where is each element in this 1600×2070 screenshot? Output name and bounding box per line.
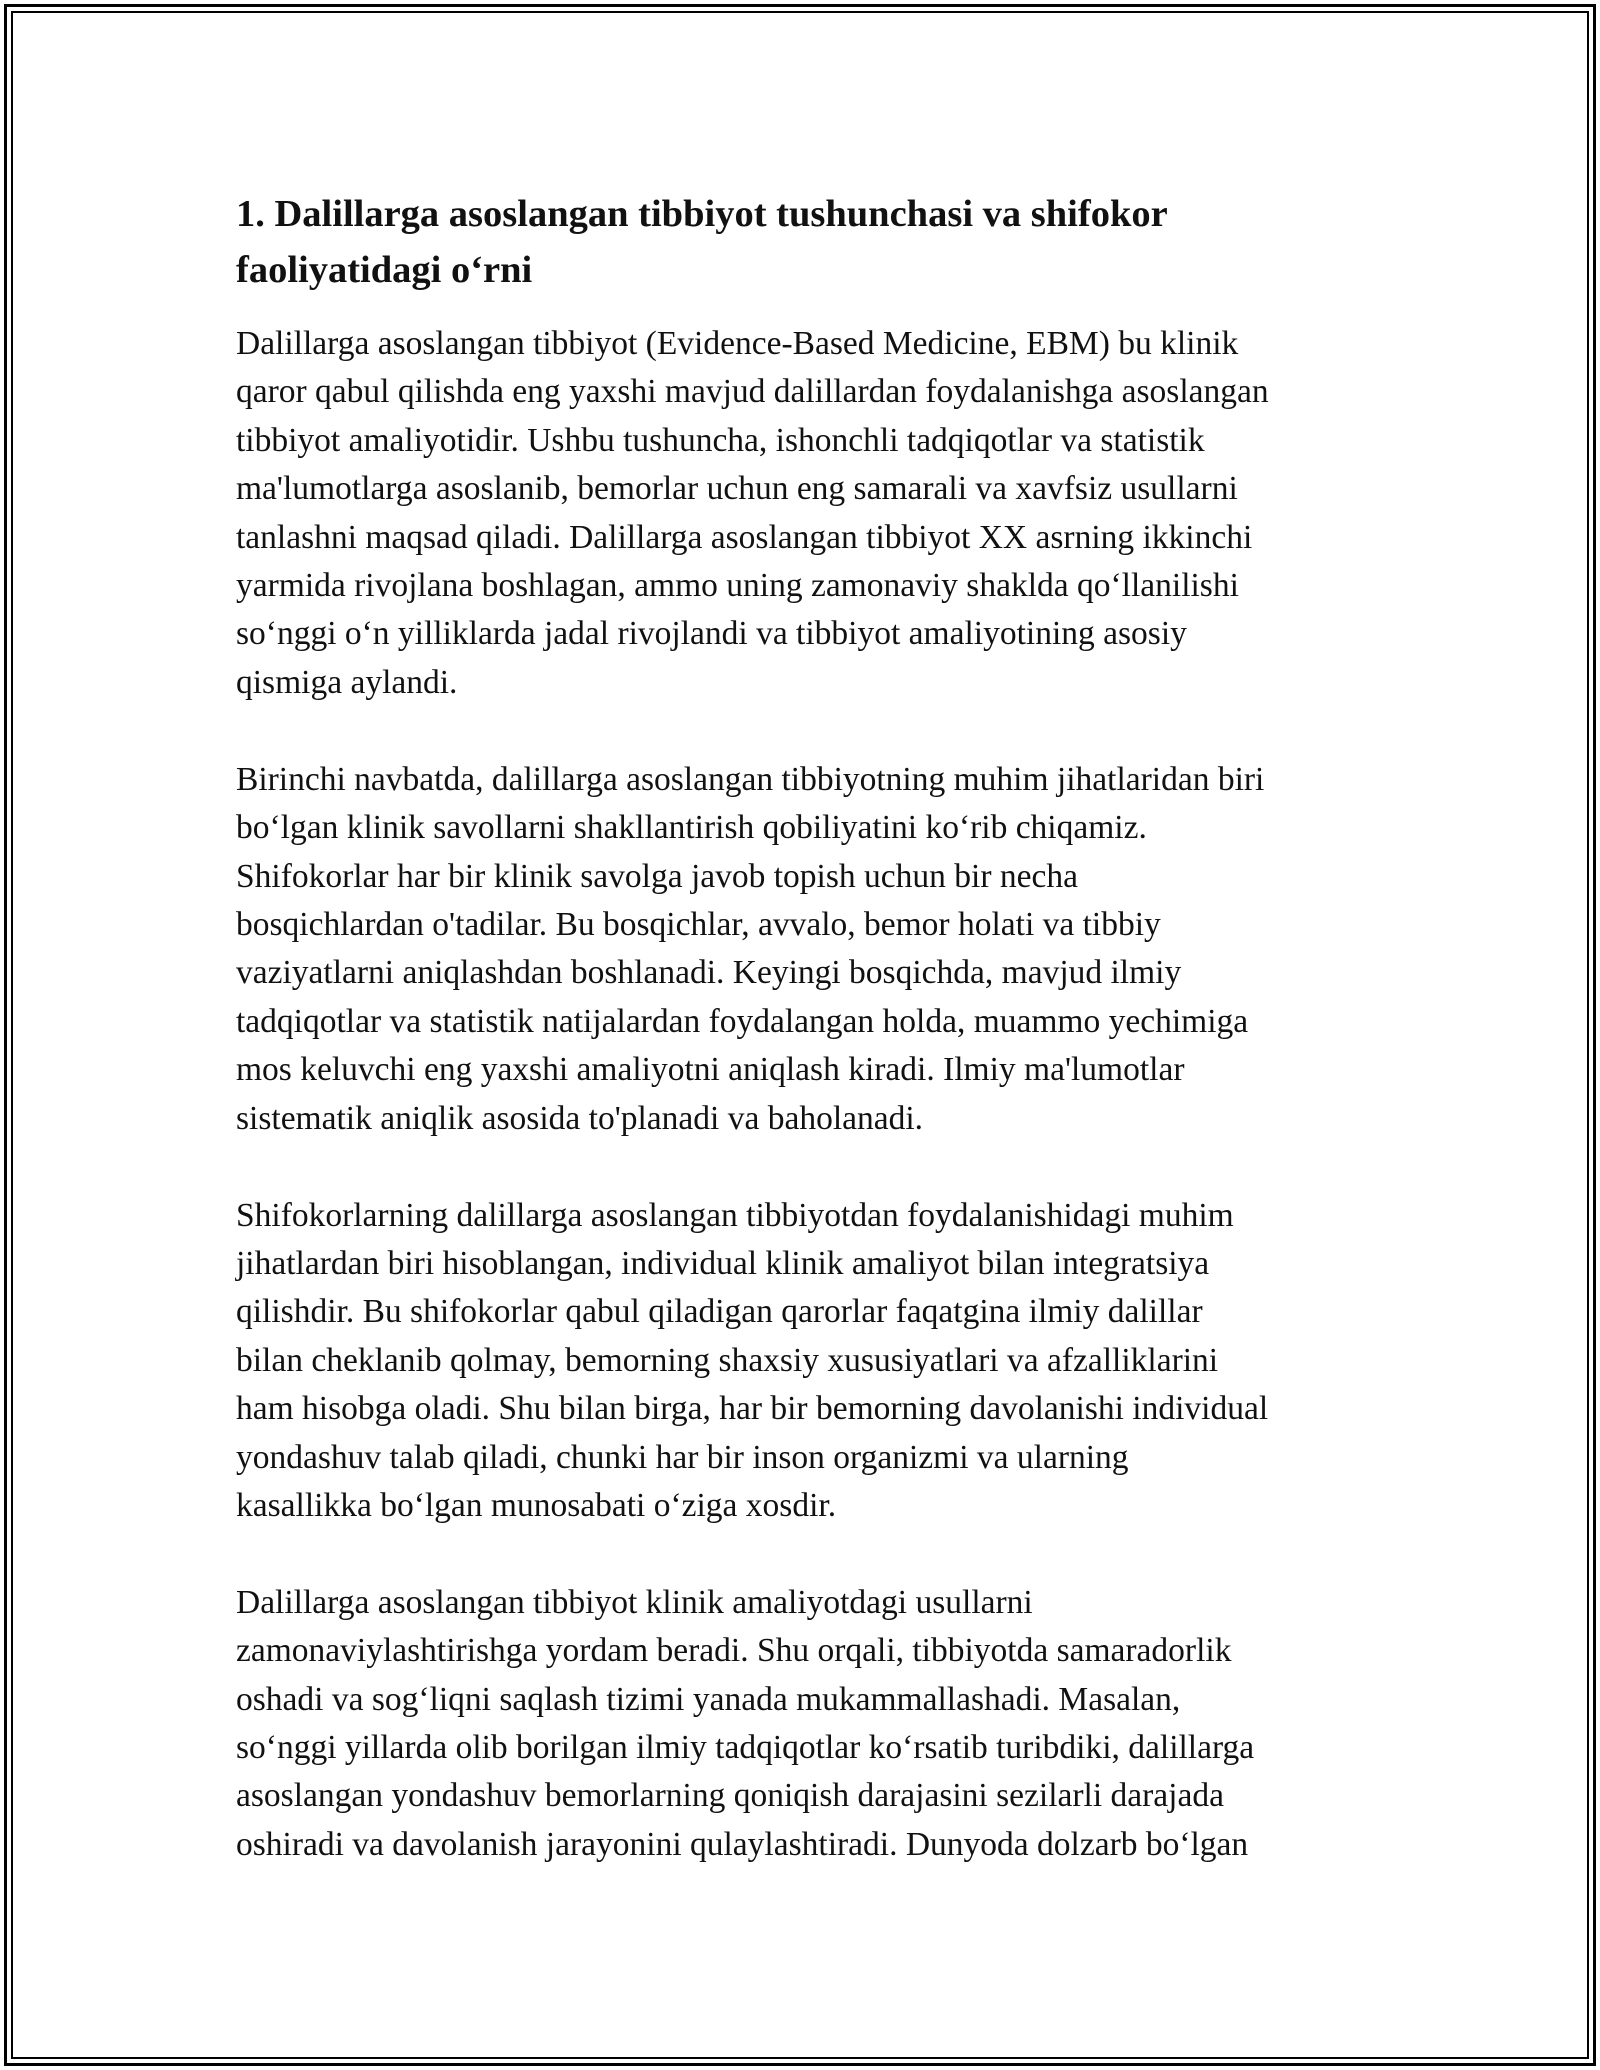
text-line: oshadi va sog‘liqni saqlash tizimi yanada mukammallashadi. Masalan, [236,1680,1181,1718]
text-line: mos keluvchi eng yaxshi amaliyotni aniqlash kiradi. Ilmiy ma'lumotlar [236,1051,1185,1089]
text-line: sistematik aniqlik asosida to'planadi va baholanadi. [236,1099,924,1137]
text-line: kasallikka bo‘lgan munosabati o‘ziga xosdir. [236,1486,837,1524]
document-body [236,186,1386,1918]
text-line: ma'lumotlarga asoslanib, bemorlar uchun eng samarali va xavfsiz usullarni [236,470,1238,508]
text-line: Dalillarga asoslangan tibbiyot klinik amaliyotdagi usullarni [236,1583,1033,1621]
text-line: Birinchi navbatda, dalillarga asoslangan tibbiyotning muhim jihatlaridan biri [236,760,1265,798]
text-line: tanlashni maqsad qiladi. Dalillarga asoslangan tibbiyot XX asrning ikkinchi [236,518,1253,556]
text-line: asoslangan yondashuv bemorlarning qoniqish darajasini sezilarli darajada [236,1777,1224,1815]
section-heading [236,186,1386,298]
text-line: tadqiqotlar va statistik natijalardan foydalangan holda, muammo yechimiga [236,1002,1249,1040]
text-line: qilishdir. Bu shifokorlar qabul qiladigan qarorlar faqatgina ilmiy dalillar [236,1293,1203,1331]
text-line: vaziyatlarni aniqlashdan boshlanadi. Keyingi bosqichda, mavjud ilmiy [236,954,1182,992]
text-line: bosqichlardan o'tadilar. Bu bosqichlar, avvalo, bemor holati va tibbiy [236,905,1161,943]
text-line: bo‘lgan klinik savollarni shakllantirish qobiliyatini ko‘rib chiqamiz. [236,809,1147,847]
paragraph-1 [236,320,1386,707]
text-line: ham hisobga oladi. Shu bilan birga, har bir bemorning davolanishi individual [236,1390,1269,1428]
text-line: so‘nggi yillarda olib borilgan ilmiy tadqiqotlar ko‘rsatib turibdiki, dalillarga [236,1729,1255,1767]
paragraph-4 [236,1579,1386,1869]
paragraph-2 [236,756,1386,1143]
text-line: oshiradi va davolanish jarayonini qulaylashtiradi. Dunyoda dolzarb bo‘lgan [236,1825,1249,1863]
paragraph-3 [236,1192,1386,1531]
text-line: qismiga aylandi. [236,663,458,701]
text-line: bilan cheklanib qolmay, bemorning shaxsiy xususiyatlari va afzalliklarini [236,1341,1219,1379]
text-line: qaror qabul qilishda eng yaxshi mavjud dalillardan foydalanishga asoslangan [236,373,1269,411]
text-line: yarmida rivojlana boshlagan, ammo uning zamonaviy shaklda qo‘llanilishi [236,567,1239,605]
text-line: zamonaviylashtirishga yordam beradi. Shu orqali, tibbiyotda samaradorlik [236,1632,1232,1670]
heading-line: 1. Dalillarga asoslangan tibbiyot tushunchasi va shifokor [236,193,1168,235]
text-line: so‘nggi o‘n yilliklarda jadal rivojlandi va tibbiyot amaliyotining asosiy [236,615,1187,653]
heading-line: faoliyatidagi o‘rni [236,249,533,291]
text-line: Shifokorlarning dalillarga asoslangan tibbiyotdan foydalanishidagi muhim [236,1196,1234,1234]
text-line: Shifokorlar har bir klinik savolga javob topish uchun bir necha [236,857,1078,895]
text-line: yondashuv talab qiladi, chunki har bir inson organizmi va ularning [236,1438,1129,1476]
text-line: tibbiyot amaliyotidir. Ushbu tushuncha, ishonchli tadqiqotlar va statistik [236,421,1205,459]
text-line: Dalillarga asoslangan tibbiyot (Evidence-Based Medicine, EBM) bu klinik [236,325,1239,362]
text-line: jihatlardan biri hisoblangan, individual klinik amaliyot bilan integratsiya [236,1244,1210,1282]
